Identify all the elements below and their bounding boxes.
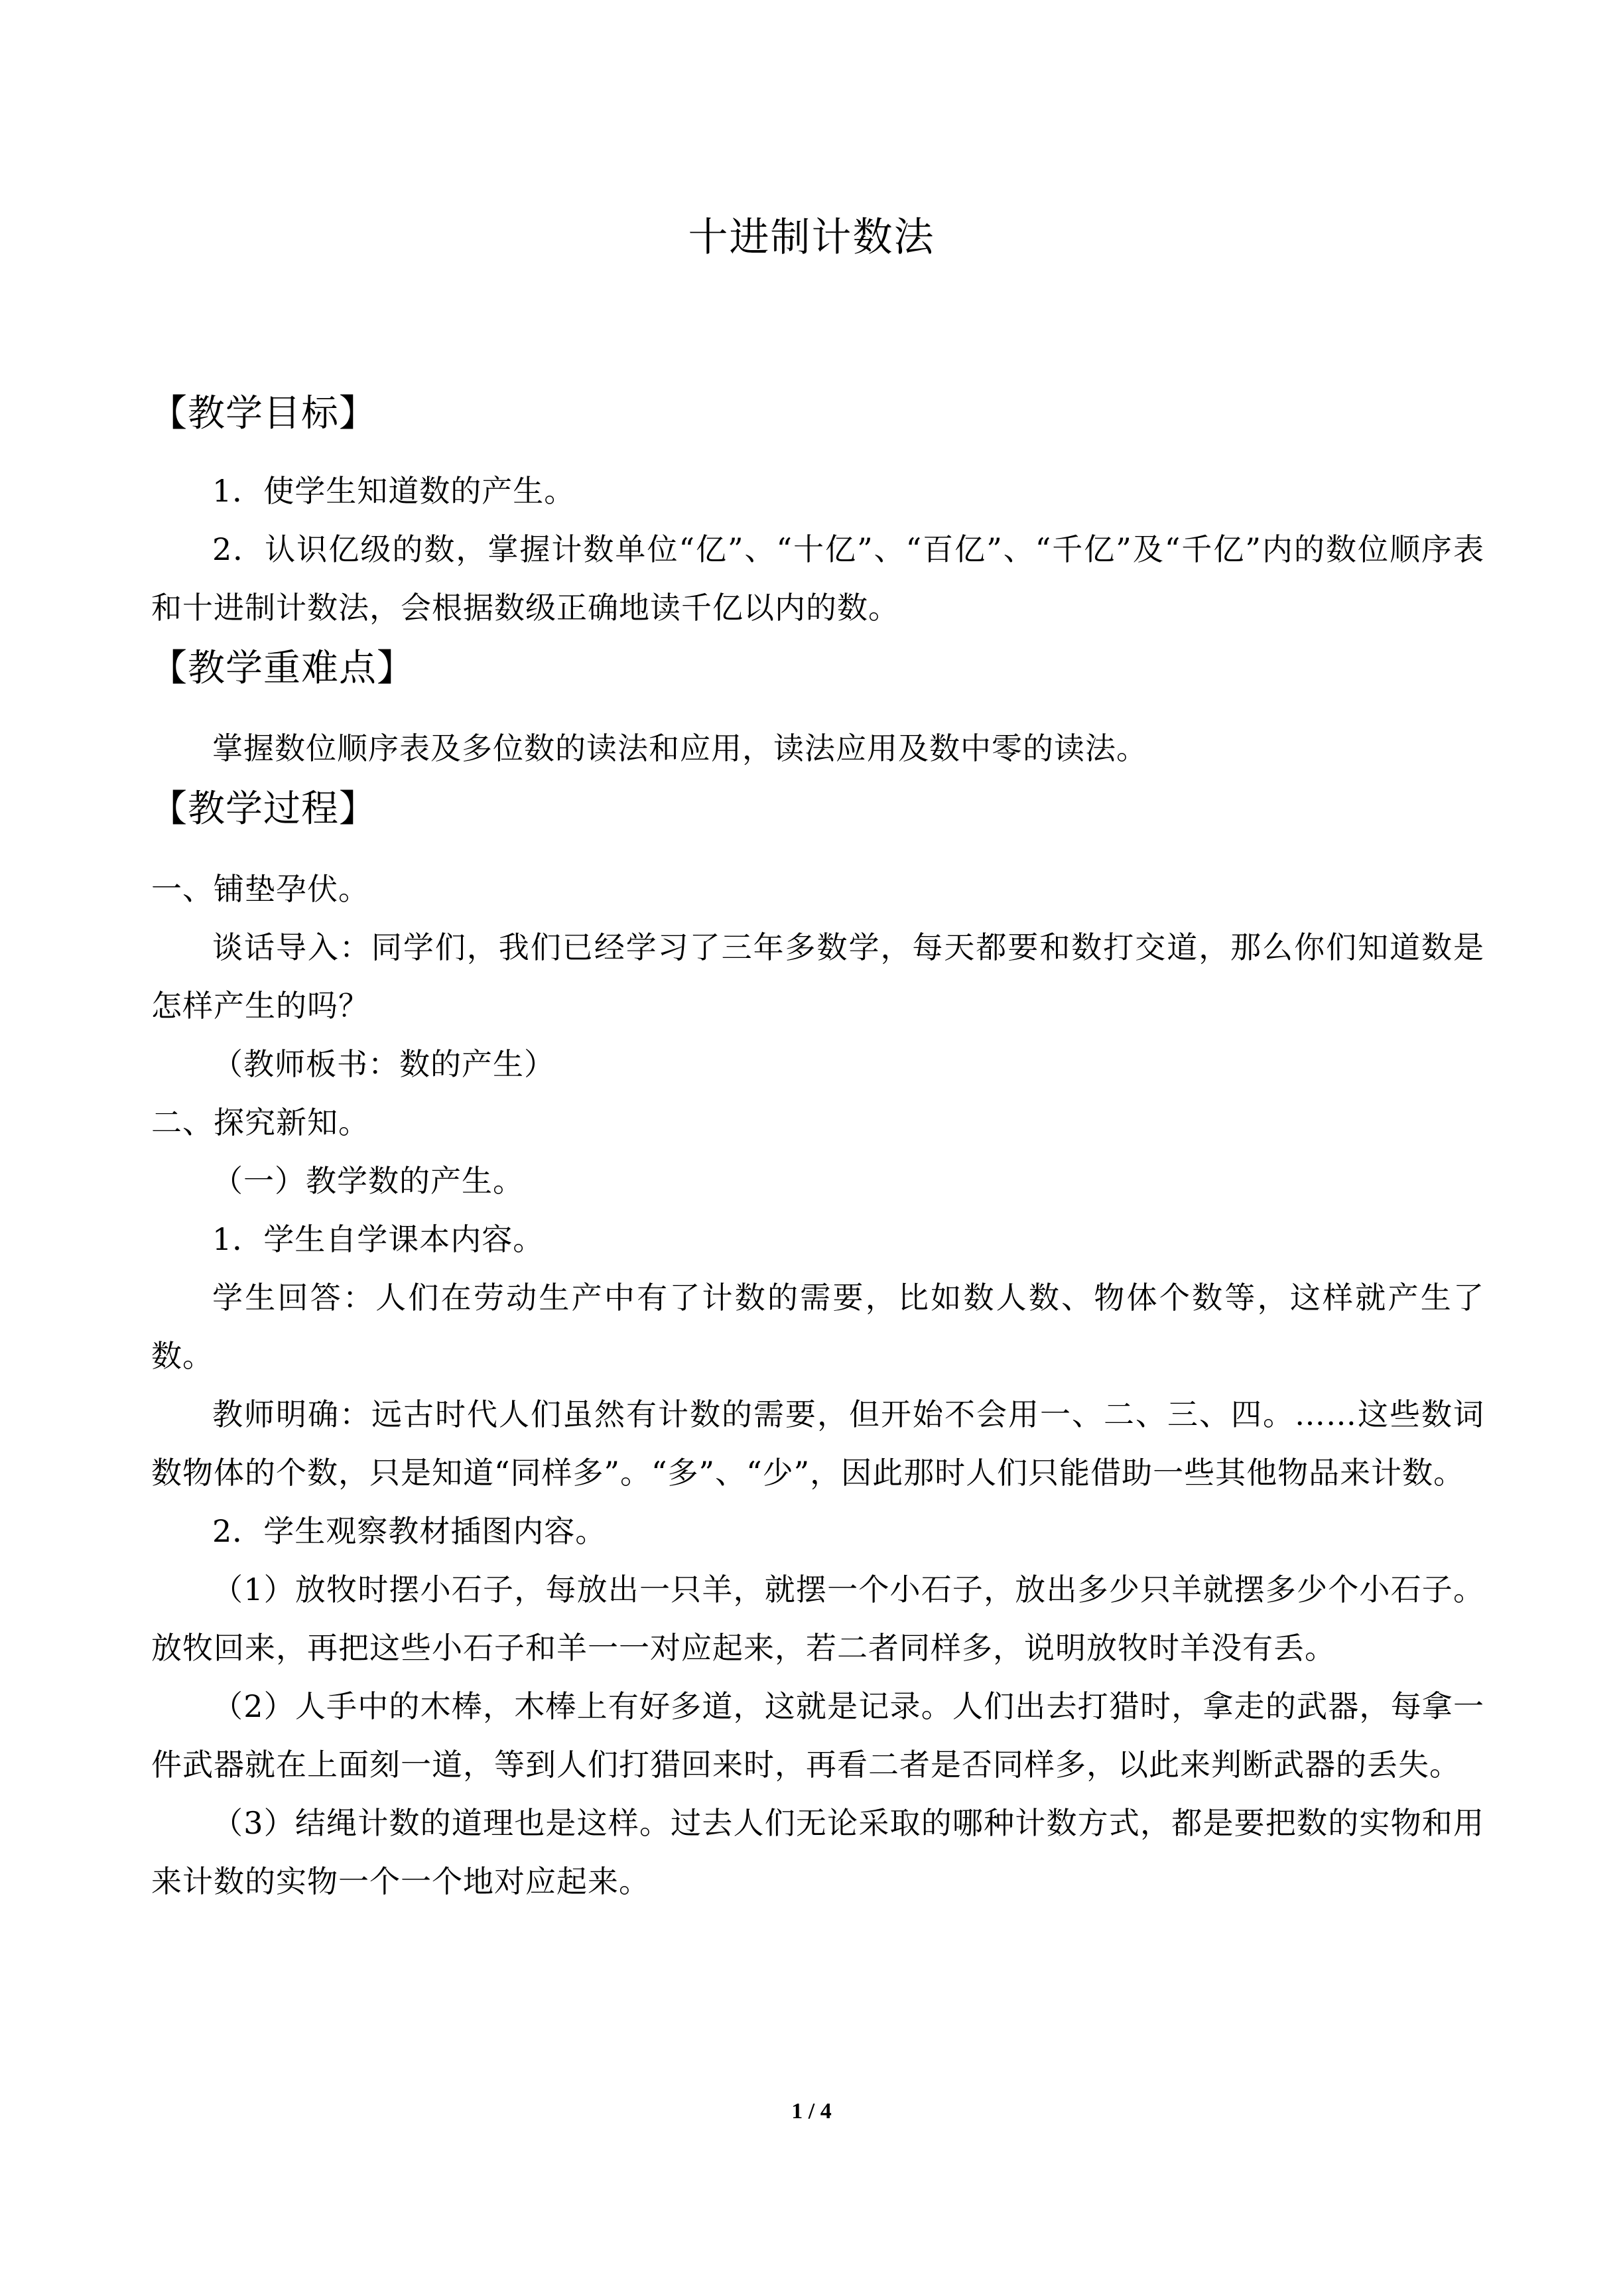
heading-objectives: 【教学目标】 — [150, 392, 377, 435]
process-paragraph: （1）放牧时摆小石子，每放出一只羊，就摆一个小石子，放出多少只羊就摆多少个小石子。放牧回来，再把这些小石子和羊一一对应起来，若二者同样多，说明放牧时羊没有丢。 — [151, 1572, 1484, 1666]
process-paragraph: 学生回答：人们在劳动生产中有了计数的需要，比如数人数、物体个数等，这样就产生了数。 — [151, 1280, 1484, 1374]
objective-item-1: 1．使学生知道数的产生。 — [212, 473, 576, 509]
process-paragraph: （一）教学数的产生。 — [212, 1163, 524, 1199]
process-paragraph: 一、铺垫孕伏。 — [151, 871, 369, 907]
process-paragraph: 二、探究新知。 — [151, 1105, 369, 1140]
heading-key-points: 【教学重难点】 — [150, 647, 415, 690]
process-paragraph: 教师明确：远古时代人们虽然有计数的需要，但开始不会用一、二、三、四。……这些数词数物体的个数，只是知道“同样多”。“多”、“少”，因此那时人们只能借助一些其他物品来计数。 — [151, 1396, 1484, 1491]
process-paragraph: （2）人手中的木棒，木棒上有好多道，这就是记录。人们出去打猎时，拿走的武器，每拿一件武器就在上面刻一道，等到人们打猎回来时，再看二者是否同样多，以此来判断武器的丢失。 — [151, 1688, 1484, 1783]
document-title: 十进制计数法 — [688, 214, 935, 261]
key-points-text: 掌握数位顺序表及多位数的读法和应用，读法应用及数中零的读法。 — [212, 730, 1147, 766]
process-paragraph: 1．学生自学课本内容。 — [212, 1221, 545, 1257]
process-paragraph: 谈话导入：同学们，我们已经学习了三年多数学，每天都要和数打交道，那么你们知道数是怎样产生的吗？ — [151, 929, 1484, 1024]
process-paragraph: 2．学生观察教材插图内容。 — [212, 1513, 607, 1549]
page-number: 1 / 4 — [791, 2099, 832, 2124]
document-body — [151, 382, 1484, 1911]
heading-process: 【教学过程】 — [150, 787, 377, 831]
process-paragraph: （3）结绳计数的道理也是这样。过去人们无论采取的哪种计数方式，都是要把数的实物和用来计数的实物一个一个地对应起来。 — [151, 1805, 1484, 1899]
objective-item-2: 2．认识亿级的数，掌握计数单位“亿”、“十亿”、“百亿”、“千亿”及“千亿”内的数位顺序表和十进制计数法，会根据数级正确地读千亿以内的数。 — [151, 531, 1484, 626]
process-paragraph: （教师板书：数的产生） — [212, 1046, 555, 1082]
